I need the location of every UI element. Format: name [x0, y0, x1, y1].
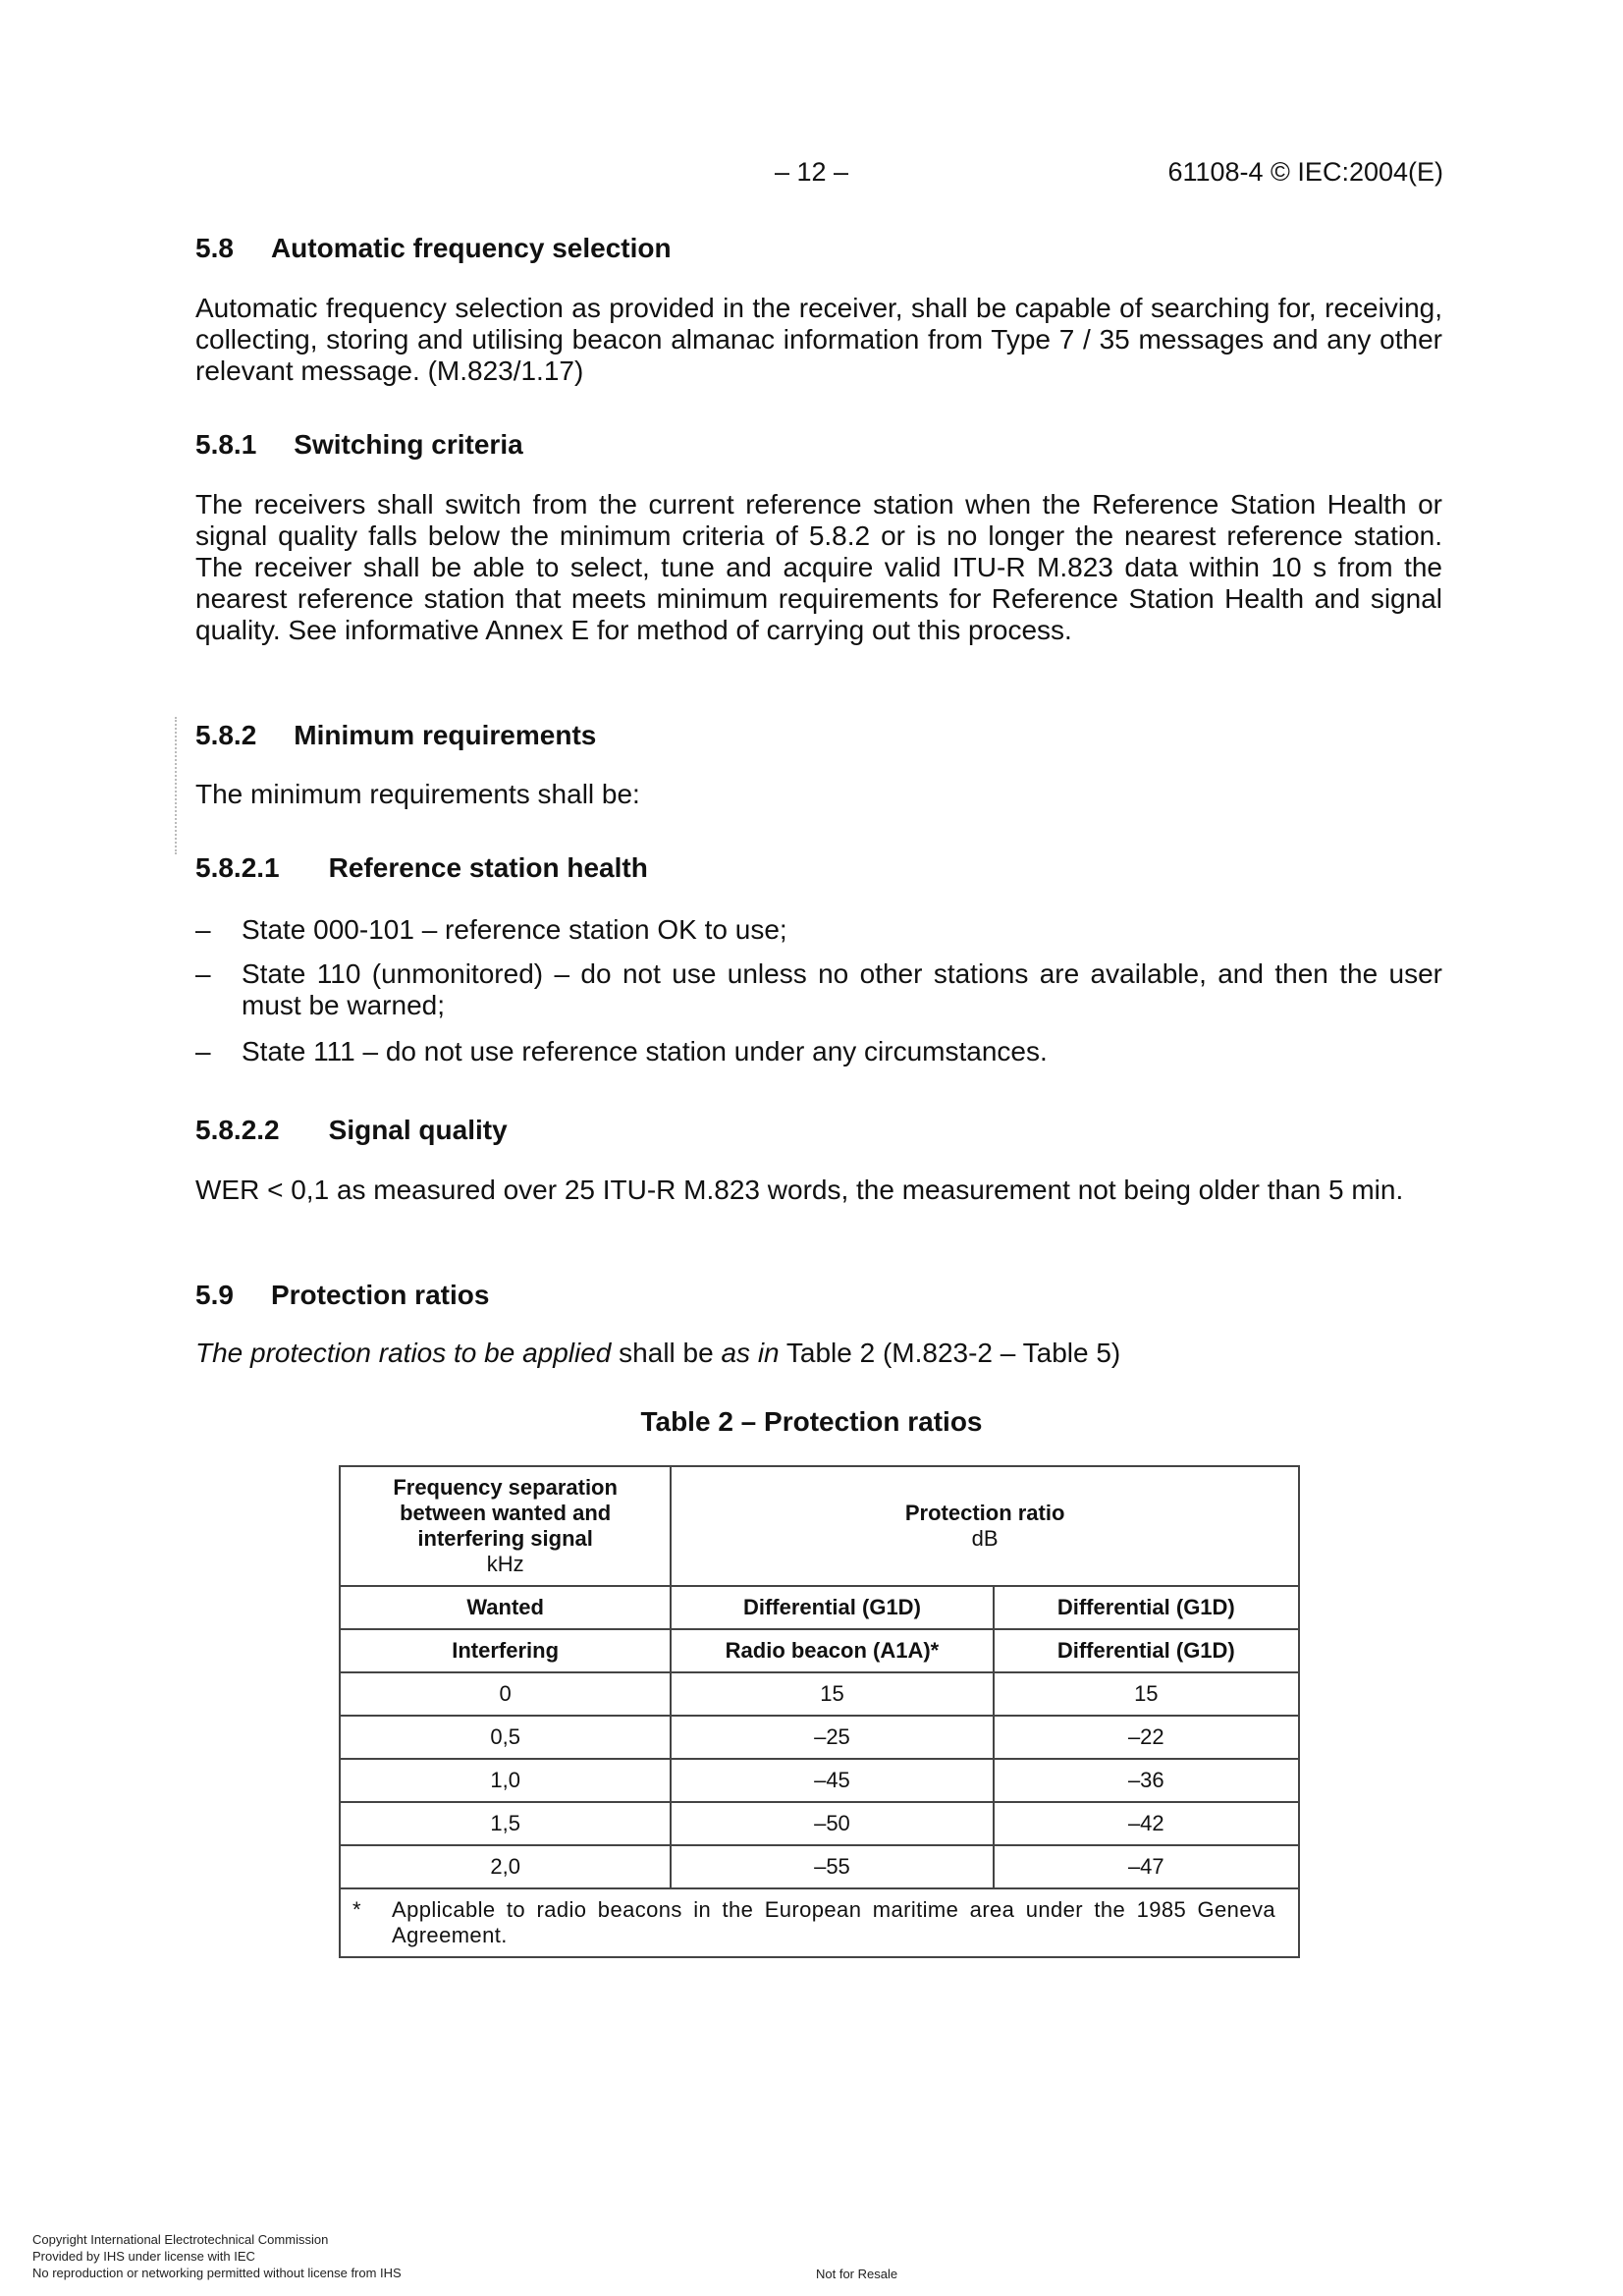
table-cell: 2,0 [340, 1845, 671, 1888]
table-cell: Differential (G1D) [994, 1586, 1299, 1629]
table-cell: –42 [994, 1802, 1299, 1845]
section-number: 5.8.1 [195, 429, 257, 460]
table-cell: 0 [340, 1672, 671, 1716]
table-cell: Wanted [340, 1586, 671, 1629]
copyright-line: Provided by IHS under license with IEC [32, 2249, 255, 2264]
table-row [340, 1672, 1299, 1716]
table-row [340, 1759, 1299, 1802]
table-row-interfering [340, 1629, 1299, 1672]
table-cell: –45 [671, 1759, 993, 1802]
table-row [340, 1802, 1299, 1845]
table-cell: Differential (G1D) [671, 1586, 993, 1629]
section-title: Automatic frequency selection [270, 233, 672, 263]
plain-text: Table 2 (M.823-2 – Table 5) [779, 1338, 1121, 1368]
section-title: Protection ratios [270, 1280, 490, 1310]
section-number: 5.9 [195, 1280, 234, 1310]
section-title: Switching criteria [294, 429, 523, 460]
table-cell: Differential (G1D) [994, 1629, 1299, 1672]
italic-text: The protection ratios to be applied [195, 1338, 612, 1368]
table-row-wanted [340, 1586, 1299, 1629]
table-cell: 1,0 [340, 1759, 671, 1802]
table-footnote [340, 1888, 1299, 1957]
footnote-mark: * [352, 1897, 361, 1922]
section-number: 5.8.2 [195, 720, 257, 750]
table-cell: –36 [994, 1759, 1299, 1802]
table-cell: Radio beacon (A1A)* [671, 1629, 993, 1672]
footnote-text: Applicable to radio beacons in the European maritime area under the 1985 Geneva Agreement. [392, 1897, 1275, 1947]
paragraph-5-8-2: The minimum requirements shall be: [195, 779, 640, 809]
protection-ratios-table [339, 1465, 1300, 1958]
paragraph-5-8-2-2: WER < 0,1 as measured over 25 ITU-R M.823 words, the measurement not being older than 5 min. [195, 1175, 1404, 1205]
section-heading-5-9 [195, 1280, 489, 1311]
header-frequency-separation [340, 1466, 671, 1586]
header-line: Protection ratio [904, 1501, 1065, 1525]
table-header-row [340, 1466, 1299, 1586]
header-unit: kHz [486, 1552, 524, 1576]
table-title: Table 2 – Protection ratios [640, 1406, 983, 1437]
not-for-resale-notice: Not for Resale [816, 2267, 898, 2281]
paragraph-5-8: Automatic frequency selection as provided in the receiver, shall be capable of searching for, receiving, collecting, storing and utilising beacon almanac information from Type 7 / 35 messages and any other relevant message. (M.823/1.17) [195, 293, 1442, 386]
section-title: Minimum requirements [294, 720, 597, 750]
section-heading-5-8-2-1 [195, 852, 648, 884]
list-dash: – [195, 958, 211, 989]
italic-text: as in [721, 1338, 780, 1368]
section-title: Signal quality [328, 1115, 508, 1145]
section-heading-5-8-2 [195, 720, 596, 751]
header-line: between wanted and [400, 1501, 612, 1525]
table-cell: 15 [671, 1672, 993, 1716]
header-line: interfering signal [417, 1526, 593, 1551]
table-cell: –50 [671, 1802, 993, 1845]
section-heading-5-8-1 [195, 429, 523, 461]
paragraph-5-9 [195, 1338, 1442, 1369]
list-item-text: State 000-101 – reference station OK to use; [242, 914, 787, 945]
table-footnote-row [340, 1888, 1299, 1957]
copyright-line: Copyright International Electrotechnical Commission [32, 2232, 329, 2247]
list-item-text: State 111 – do not use reference station under any circumstances. [242, 1036, 1048, 1066]
header-unit: dB [971, 1526, 999, 1551]
list-dash: – [195, 914, 211, 945]
table-cell: 0,5 [340, 1716, 671, 1759]
section-heading-5-8-2-2 [195, 1115, 508, 1146]
table-row [340, 1716, 1299, 1759]
scan-artifact [175, 717, 185, 854]
table-cell: Interfering [340, 1629, 671, 1672]
table-cell: 15 [994, 1672, 1299, 1716]
table-cell: –47 [994, 1845, 1299, 1888]
table-row [340, 1845, 1299, 1888]
copyright-line: No reproduction or networking permitted without license from IHS [32, 2266, 402, 2280]
header-protection-ratio [671, 1466, 1299, 1586]
paragraph-5-8-1: The receivers shall switch from the current reference station when the Reference Station Health or signal quality falls below the minimum criteria of 5.8.2 or is no longer the nearest reference station. The receiver shall be able to select, tune and acquire valid ITU-R M.823 data within 10 s from the nearest reference station that meets minimum requirements for Reference Station Health and signal quality. See informative Annex E for method of carrying out this process. [195, 489, 1442, 645]
document-id: 61108-4 © IEC:2004(E) [1167, 157, 1443, 187]
section-number: 5.8.2.2 [195, 1115, 280, 1145]
list-dash: – [195, 1036, 211, 1066]
header-line: Frequency separation [393, 1475, 618, 1500]
list-item-text: State 110 (unmonitored) – do not use unless no other stations are available, and then the user must be warned; [242, 958, 1442, 1020]
table-cell: 1,5 [340, 1802, 671, 1845]
table-cell: –25 [671, 1716, 993, 1759]
table-cell: –55 [671, 1845, 993, 1888]
section-heading-5-8 [195, 233, 672, 264]
section-number: 5.8.2.1 [195, 852, 280, 883]
section-number: 5.8 [195, 233, 234, 263]
page-number: – 12 – [774, 157, 849, 187]
plain-text: shall be [611, 1338, 722, 1368]
table-cell: –22 [994, 1716, 1299, 1759]
section-title: Reference station health [328, 852, 648, 883]
